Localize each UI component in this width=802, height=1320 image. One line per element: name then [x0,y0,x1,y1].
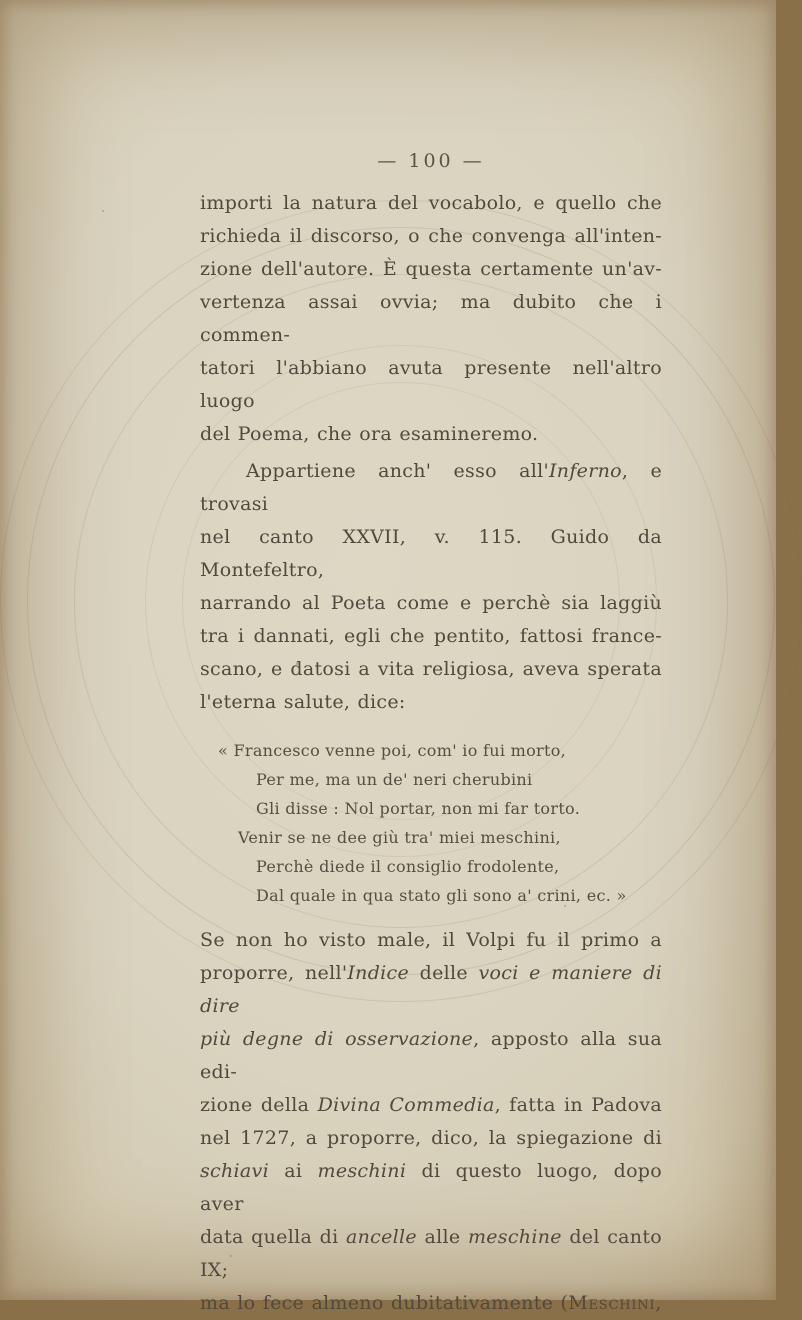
italic-text: meschini [317,1160,407,1182]
plain-text: tra i dannati, egli che pentito, fattosi france- [200,625,662,647]
plain-text: nel canto XXVII, v. 115. Guido da Montefeltro, [200,526,662,581]
text-line [200,1287,662,1320]
paragraph-2 [200,455,662,719]
text-line [200,924,662,957]
verse-line [238,823,662,852]
plain-text: proporre, nell' [200,962,348,984]
paragraph-3 [200,924,662,1320]
plain-text: Venir se ne dee giù tra' miei meschini, [238,828,561,847]
text-line [200,187,662,220]
plain-text: richieda il discorso, o che convenga all'inten- [200,225,662,247]
italic-text: Divina Commedia [317,1094,495,1116]
plain-text: « Francesco venne poi, com' io fui morto, [218,741,567,760]
text-line [200,957,662,1023]
text-line [200,253,662,286]
plain-text: Dal quale in qua stato gli sono a' crini, ec. » [256,886,627,905]
verse-line [256,794,662,823]
text-line [200,352,662,418]
plain-text: , e trovasi [200,460,662,515]
italic-text: Indice [347,962,410,984]
plain-text: tatori l'abbiano avuta presente nell'altro luogo [200,357,662,412]
text-line [200,1122,662,1155]
text-line [200,1089,662,1122]
text-line [200,521,662,587]
verse-line [256,852,662,881]
smallcaps-text: Meschini [568,1292,656,1314]
text-column [200,150,662,1320]
plain-text: , [655,1292,662,1314]
page-body [200,187,662,1320]
text-line [200,455,662,521]
plain-text: , apposto alla sua edi- [200,1028,662,1083]
plain-text: Gli disse : Nol portar, non mi far torto. [256,799,581,818]
plain-text: Perchè diede il consiglio frodolente, [256,857,560,876]
italic-text: meschine [467,1226,562,1248]
plain-text: nel 1727, a proporre, dico, la spiegazione di [200,1127,662,1149]
italic-text: Inferno [549,460,622,482]
italic-text: voci e maniere di dire [200,962,663,1017]
italic-text: ancelle [346,1226,417,1248]
verse-line [256,881,662,910]
plain-text: ai [268,1160,318,1182]
text-line [200,686,662,719]
plain-text: ma lo fece almeno dubitativamente ( [200,1292,569,1314]
italic-text: schiavi [200,1160,269,1182]
plain-text: vertenza assai ovvia; ma dubito che i commen- [200,291,662,346]
text-line [200,587,662,620]
text-line [200,286,662,352]
plain-text: importi la natura del vocabolo, e quello che [200,192,662,214]
text-line [200,653,662,686]
plain-text: di questo luogo, dopo aver [200,1160,663,1215]
plain-text: data quella di [200,1226,346,1248]
plain-text: , fatta in Padova [494,1094,663,1116]
plain-text: del Poema, che ora esamineremo. [200,423,539,445]
plain-text: alle [416,1226,468,1248]
text-line [200,1023,662,1089]
plain-text: l'eterna salute, dice: [200,691,406,713]
plain-text: del canto IX; [200,1226,663,1281]
text-line [200,1221,662,1287]
plain-text: zione della [200,1094,318,1116]
plain-text: zione dell'autore. È questa certamente un'av- [200,258,662,280]
plain-text: Appartiene anch' esso all' [246,460,549,482]
plain-text: narrando al Poeta come e perchè sia laggiù [200,592,662,614]
text-line [200,220,662,253]
text-line [200,1155,662,1221]
italic-text: più degne di osservazione [200,1028,474,1050]
text-line [200,620,662,653]
verse-line [218,736,662,765]
plain-text: scano, e datosi a vita religiosa, aveva sperata [200,658,662,680]
plain-text: delle [409,962,479,984]
verse-quote [200,736,662,910]
verse-line [256,765,662,794]
plain-text: Se non ho visto male, il Volpi fu il primo a [200,929,662,951]
paragraph-1 [200,187,662,451]
paper-speck [102,210,104,212]
plain-text: Per me, ma un de' neri cherubini [256,770,533,789]
text-line [200,418,662,451]
page-number: — 100 — [377,150,485,172]
